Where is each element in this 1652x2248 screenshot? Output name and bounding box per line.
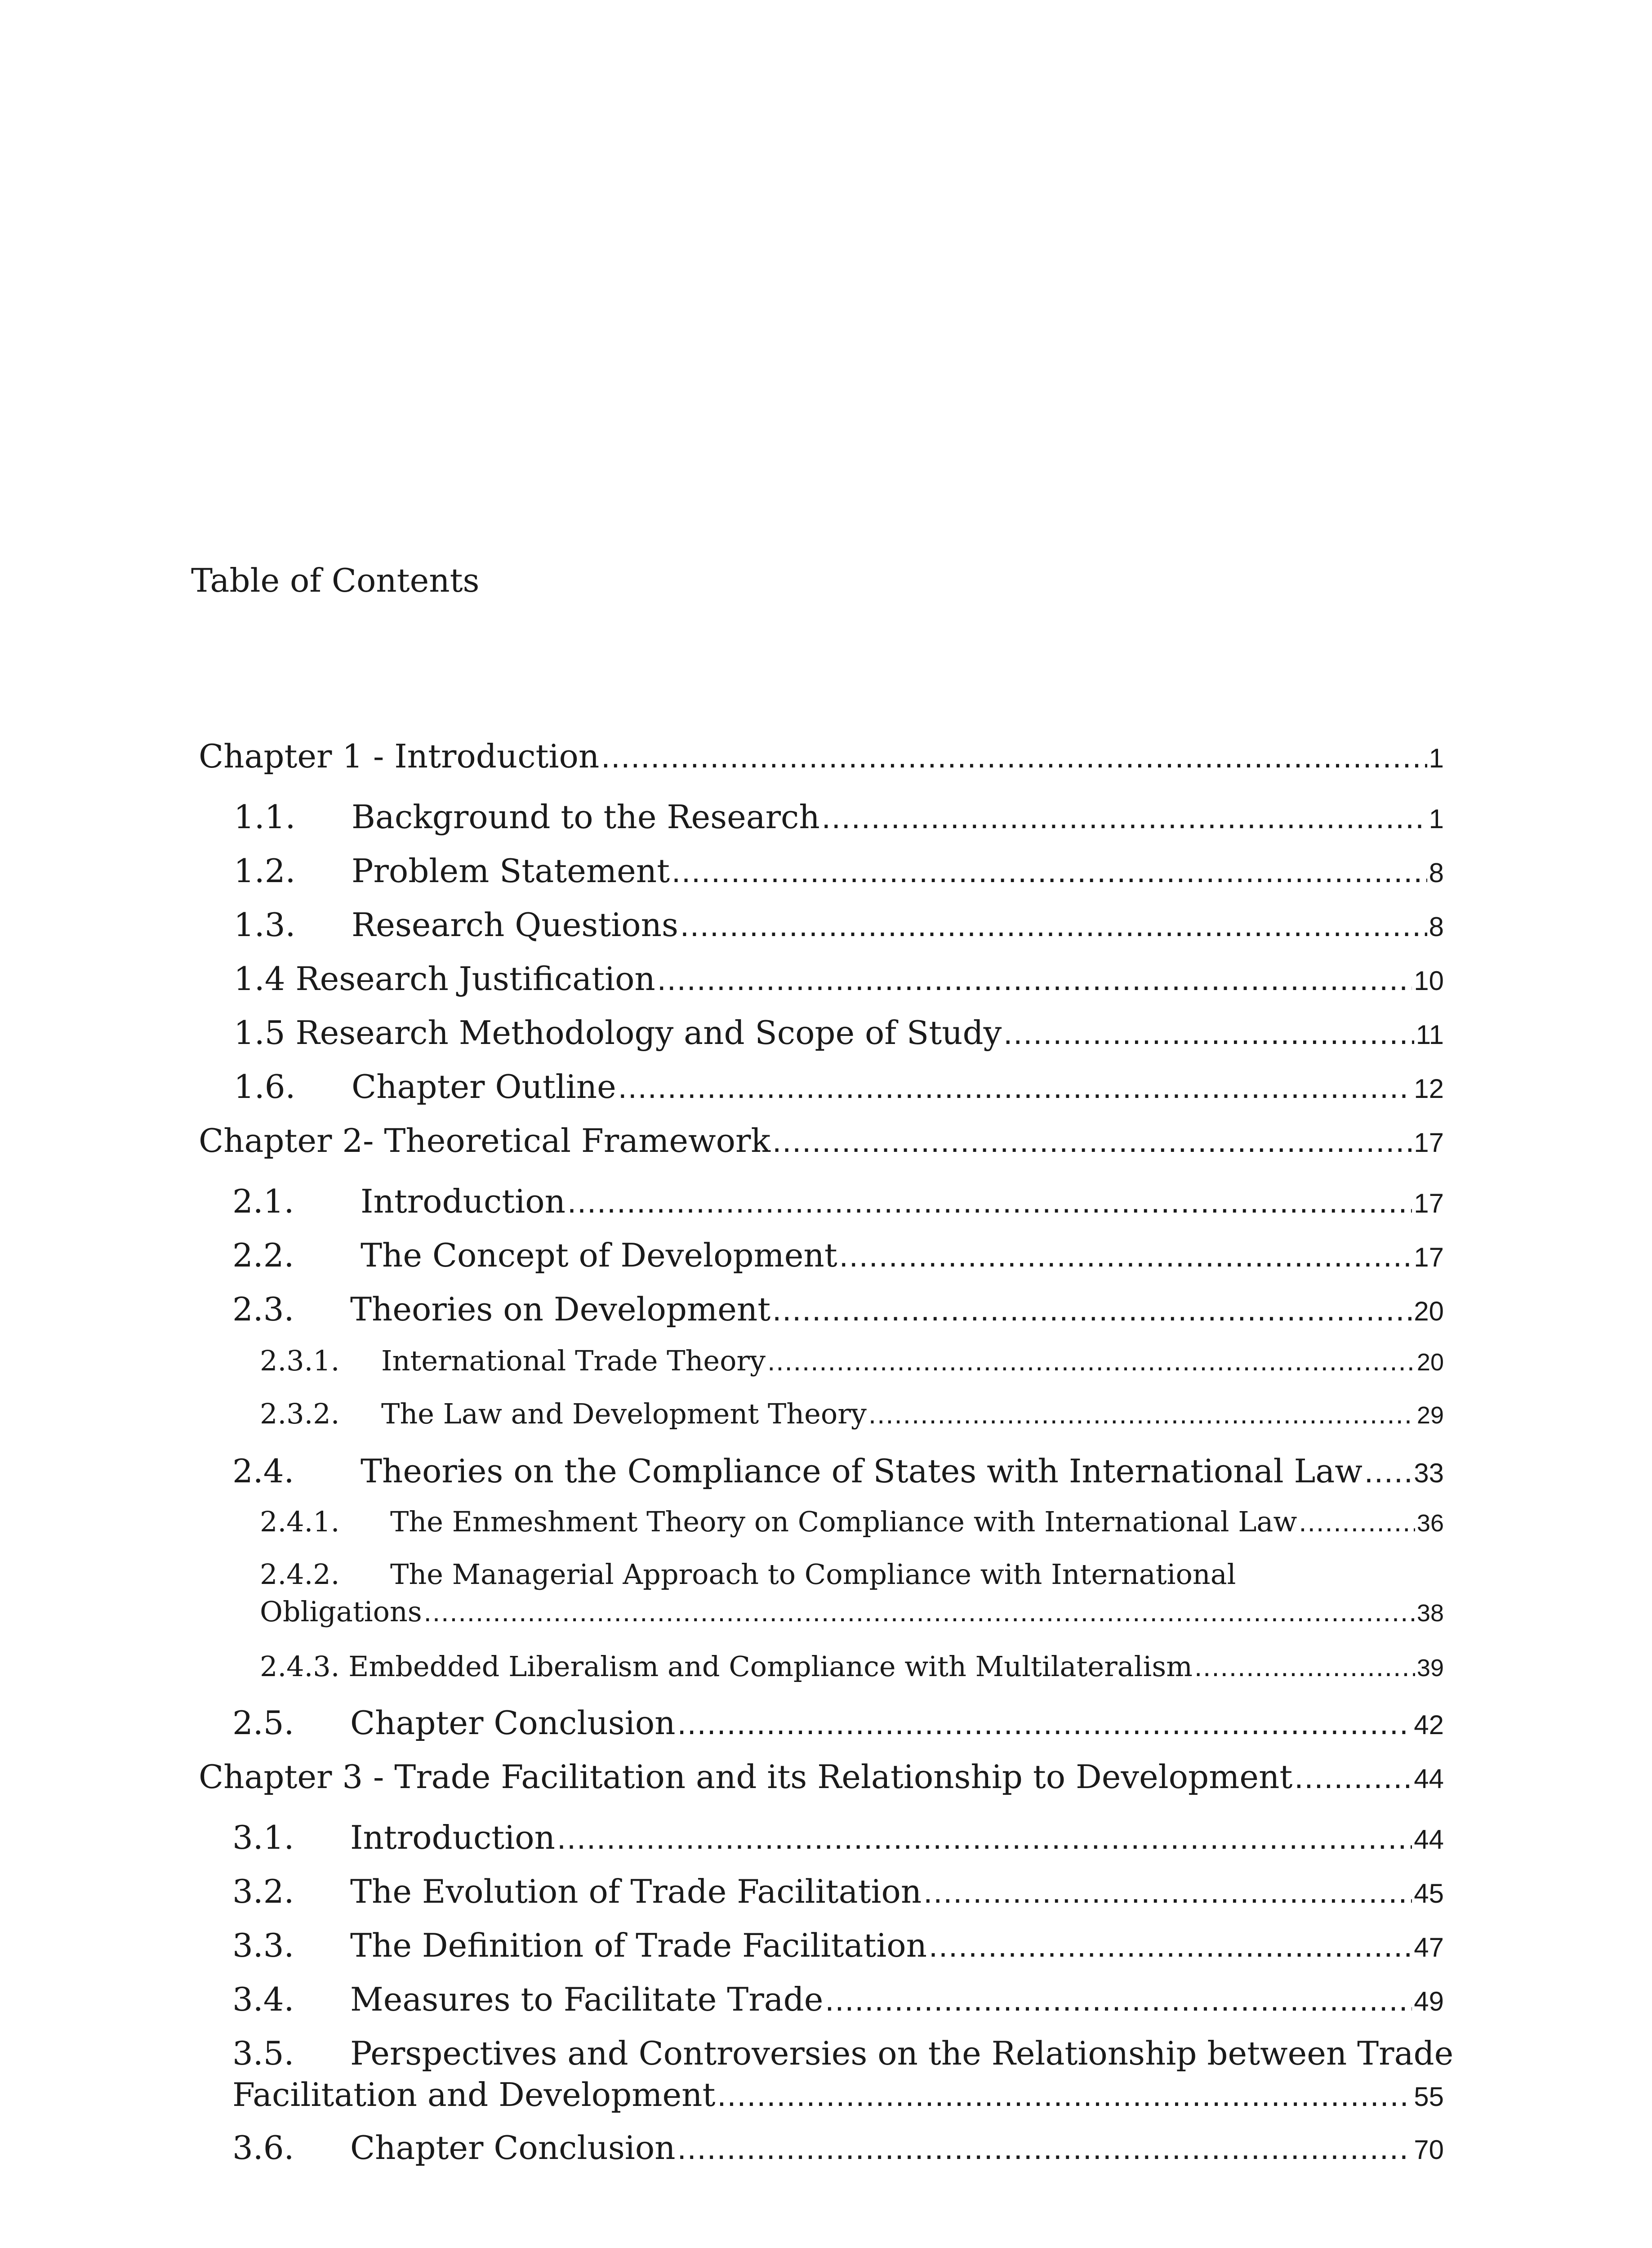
dot-leader <box>657 961 1412 998</box>
toc-entry-label: 2.4.3. Embedded Liberalism and Compliance with Multilateralism <box>260 1650 1193 1683</box>
toc-entry-chapter-3[interactable] <box>199 1758 1444 1796</box>
toc-entry-page: 44 <box>1414 1824 1444 1855</box>
dot-leader <box>822 799 1427 836</box>
toc-entry-page: 39 <box>1416 1655 1444 1682</box>
toc-entry-page: 33 <box>1414 1458 1444 1488</box>
toc-entry-chapter-2[interactable] <box>199 1122 1444 1160</box>
toc-entry-page: 17 <box>1414 1128 1444 1158</box>
toc-entry-label: Problem Statement <box>352 852 670 890</box>
toc-entry-3-5[interactable] <box>232 2034 1454 2114</box>
toc-entry-2-5[interactable] <box>232 1704 1444 1742</box>
toc-entry-number: 1.3. <box>234 906 296 944</box>
toc-entry-number: 3.6. <box>232 2129 294 2167</box>
dot-leader <box>772 1291 1412 1328</box>
dot-leader <box>772 1123 1412 1160</box>
toc-entry-page: 42 <box>1414 1710 1444 1740</box>
toc-entry-1-5[interactable] <box>234 1014 1444 1052</box>
toc-entry-label: 1.5 Research Methodology and Scope of Study <box>234 1014 1002 1052</box>
toc-entry-label: The Definition of Trade Facilitation <box>350 1927 927 1964</box>
toc-entry-label: Chapter Outline <box>352 1068 616 1106</box>
toc-entry-page: 8 <box>1429 912 1444 942</box>
dot-leader <box>672 853 1427 890</box>
toc-entry-page: 20 <box>1416 1349 1444 1376</box>
toc-entry-2-4[interactable] <box>232 1452 1444 1490</box>
toc-entry-2-4-3[interactable] <box>260 1650 1444 1683</box>
toc-entry-number: 1.6. <box>234 1068 296 1106</box>
toc-entry-number: 3.1. <box>232 1819 294 1856</box>
toc-entry-2-4-2[interactable] <box>260 1558 1444 1628</box>
toc-entry-3-1[interactable] <box>232 1819 1444 1856</box>
toc-entry-2-3-2[interactable] <box>260 1397 1444 1430</box>
toc-entry-number: 3.2. <box>232 1873 294 1910</box>
dot-leader <box>618 1069 1412 1106</box>
toc-entry-number: 1.1. <box>234 798 296 836</box>
toc-entry-chapter-1[interactable] <box>199 737 1444 775</box>
toc-entry-number: 2.4.2. <box>260 1558 340 1591</box>
dot-leader <box>424 1596 1415 1628</box>
dot-leader <box>839 1237 1412 1274</box>
toc-entry-label: Research Questions <box>352 906 678 944</box>
toc-entry-1-3[interactable] <box>234 906 1444 944</box>
toc-entry-page: 17 <box>1414 1242 1444 1272</box>
dot-leader <box>1003 1015 1414 1052</box>
dot-leader <box>767 1345 1415 1377</box>
dot-leader <box>677 2130 1412 2167</box>
toc-entry-label-line2: Facilitation and Development <box>232 2076 716 2114</box>
toc-entry-label: The Evolution of Trade Facilitation <box>350 1873 922 1910</box>
toc-entry-3-4[interactable] <box>232 1980 1444 2018</box>
toc-entry-page: 11 <box>1416 1020 1444 1050</box>
toc-entry-2-3-1[interactable] <box>260 1344 1444 1377</box>
toc-entry-page: 45 <box>1414 1878 1444 1909</box>
toc-entry-page: 8 <box>1429 858 1444 888</box>
toc-entry-page: 49 <box>1414 1986 1444 2016</box>
dot-leader <box>1364 1453 1412 1490</box>
toc-entry-label-line1: Perspectives and Controversies on the Relationship between Trade <box>350 2034 1454 2072</box>
toc-entry-2-4-1[interactable] <box>260 1505 1444 1538</box>
toc-entry-label: Measures to Facilitate Trade <box>350 1980 824 2018</box>
toc-entry-1-2[interactable] <box>234 852 1444 890</box>
toc-entry-page: 12 <box>1414 1074 1444 1104</box>
toc-entry-number: 2.1. <box>232 1182 294 1220</box>
dot-leader <box>601 738 1427 775</box>
dot-leader <box>923 1873 1412 1910</box>
dot-leader <box>1299 1506 1415 1538</box>
toc-entry-label: Introduction <box>361 1182 566 1220</box>
toc-entry-page: 36 <box>1416 1510 1444 1537</box>
toc-entry-label: Theories on the Compliance of States with International Law <box>361 1452 1363 1490</box>
toc-entry-label: The Law and Development Theory <box>381 1397 867 1430</box>
dot-leader <box>717 2077 1412 2114</box>
toc-entry-label-line1: The Managerial Approach to Compliance with International <box>390 1558 1236 1591</box>
toc-entry-page: 70 <box>1414 2135 1444 2165</box>
dot-leader <box>557 1820 1412 1856</box>
toc-entry-label-line2: Obligations <box>260 1595 422 1628</box>
toc-entry-page: 38 <box>1416 1600 1444 1627</box>
toc-entry-label: Background to the Research <box>352 798 820 836</box>
toc-entry-number: 2.2. <box>232 1236 294 1274</box>
toc-entry-1-4[interactable] <box>234 960 1444 998</box>
toc-entry-page: 10 <box>1414 966 1444 996</box>
toc-entry-label: Chapter 3 - Trade Facilitation and its Relationship to Development <box>199 1758 1293 1796</box>
toc-entry-number: 1.2. <box>234 852 296 890</box>
toc-entry-page: 1 <box>1429 743 1444 773</box>
dot-leader <box>1194 1651 1415 1683</box>
toc-entry-label: Chapter 2- Theoretical Framework <box>199 1122 771 1160</box>
dot-leader <box>868 1398 1415 1430</box>
toc-entry-label: 1.4 Research Justification <box>234 960 655 998</box>
page-title: Table of Contents <box>191 562 480 599</box>
toc-entry-page: 55 <box>1414 2082 1444 2112</box>
toc-entry-number: 2.3. <box>232 1290 294 1328</box>
toc-entry-3-2[interactable] <box>232 1873 1444 1910</box>
toc-entry-2-1[interactable] <box>232 1182 1444 1220</box>
toc-entry-number: 2.4.1. <box>260 1505 340 1538</box>
toc-entry-label: Chapter Conclusion <box>350 1704 676 1742</box>
toc-entry-label: International Trade Theory <box>381 1344 766 1377</box>
toc-entry-label: Chapter 1 - Introduction <box>199 737 600 775</box>
toc-entry-2-3[interactable] <box>232 1290 1444 1328</box>
dot-leader <box>1294 1759 1412 1796</box>
toc-entry-page: 20 <box>1414 1296 1444 1326</box>
toc-entry-label: The Enmeshment Theory on Compliance with International Law <box>390 1505 1297 1538</box>
toc-entry-number: 2.5. <box>232 1704 294 1742</box>
toc-entry-label: Introduction <box>350 1819 555 1856</box>
toc-entry-2-2[interactable] <box>232 1236 1444 1274</box>
dot-leader <box>825 1981 1412 2018</box>
toc-entry-label: Theories on Development <box>350 1290 771 1328</box>
toc-entry-1-6[interactable] <box>234 1068 1444 1106</box>
toc-entry-3-6[interactable] <box>232 2129 1444 2167</box>
dot-leader <box>929 1927 1412 1964</box>
toc-entry-1-1[interactable] <box>234 798 1444 836</box>
dot-leader <box>567 1183 1412 1220</box>
toc-entry-3-3[interactable] <box>232 1927 1444 1964</box>
toc-entry-page: 17 <box>1414 1188 1444 1218</box>
toc-entry-page: 44 <box>1414 1764 1444 1794</box>
toc-entry-page: 29 <box>1416 1402 1444 1429</box>
dot-leader <box>677 1705 1412 1742</box>
toc-entry-page: 1 <box>1429 804 1444 834</box>
toc-entry-number: 3.4. <box>232 1980 294 2018</box>
toc-entry-number: 3.5. <box>232 2034 294 2072</box>
toc-entry-label: Chapter Conclusion <box>350 2129 676 2167</box>
toc-entry-number: 2.3.2. <box>260 1397 340 1430</box>
toc-entry-number: 2.4. <box>232 1452 294 1490</box>
toc-entry-number: 3.3. <box>232 1927 294 1964</box>
dot-leader <box>680 907 1427 944</box>
toc-entry-number: 2.3.1. <box>260 1344 340 1377</box>
toc-entry-label: The Concept of Development <box>361 1236 837 1274</box>
toc-entry-page: 47 <box>1414 1932 1444 1963</box>
